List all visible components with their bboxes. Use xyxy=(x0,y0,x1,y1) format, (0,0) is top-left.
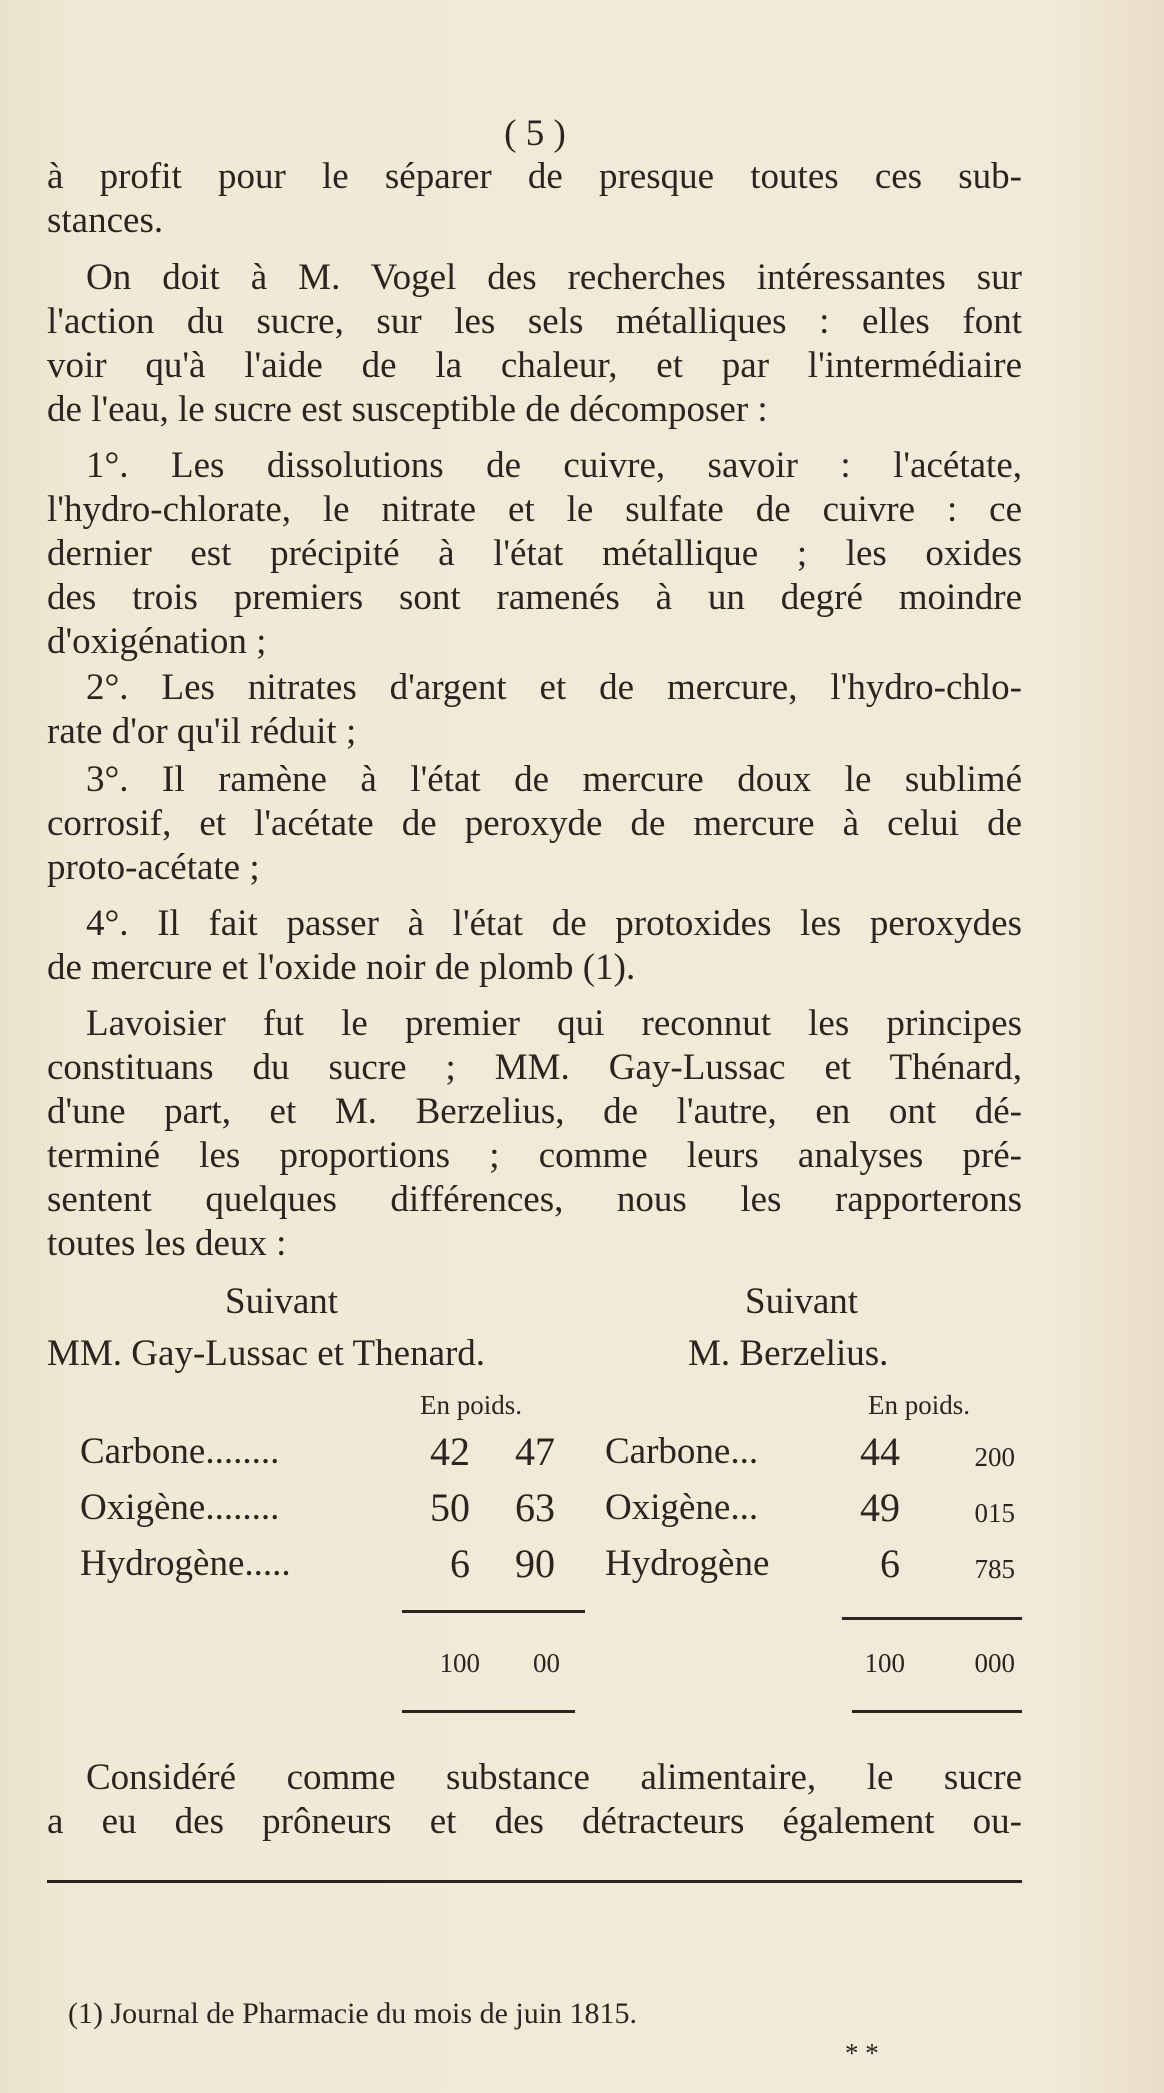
left-row-label: Oxigène........ xyxy=(80,1487,280,1528)
right-row-dec: 785 xyxy=(974,1554,1015,1584)
text-line: sentent quelques différences, nous les rapporterons xyxy=(47,1179,1022,1220)
right-unit: En poids. xyxy=(868,1390,971,1420)
right-row-dec: 015 xyxy=(974,1498,1015,1528)
text-line: 3°. Il ramène à l'état de mercure doux le sublimé xyxy=(86,759,1022,800)
text-line: terminé les proportions ; comme leurs analyses pré- xyxy=(47,1135,1022,1176)
right-row-dec: 200 xyxy=(974,1442,1015,1472)
text-line: voir qu'à l'aide de la chaleur, et par l'intermédiaire xyxy=(47,345,1022,386)
text-line: toutes les deux : xyxy=(47,1223,287,1264)
left-sum-rule xyxy=(402,1610,585,1613)
left-total-dec: 00 xyxy=(533,1648,560,1678)
left-heading-authors: MM. Gay-Lussac et Thenard. xyxy=(47,1333,486,1374)
left-row-dec: 63 xyxy=(515,1485,555,1530)
left-row-label: Carbone........ xyxy=(80,1431,280,1472)
text-line: a eu des prôneurs et des détracteurs également ou- xyxy=(47,1801,1022,1842)
text-line: d'oxigénation ; xyxy=(47,621,267,662)
text-line: l'action du sucre, sur les sels métalliques : elles font xyxy=(47,301,1022,342)
text-line: 2°. Les nitrates d'argent et de mercure, l'hydro-chlo- xyxy=(86,667,1022,708)
text-line: Lavoisier fut le premier qui reconnut les principes xyxy=(86,1003,1022,1044)
right-total-int: 100 xyxy=(864,1648,905,1678)
footnote-rule xyxy=(47,1880,1022,1883)
page-number: ( 5 ) xyxy=(504,113,566,154)
text-line: rate d'or qu'il réduit ; xyxy=(47,711,357,752)
left-unit: En poids. xyxy=(420,1390,523,1420)
text-line: dernier est précipité à l'état métallique ; les oxides xyxy=(47,533,1022,574)
text-line: de l'eau, le sucre est susceptible de décomposer : xyxy=(47,389,768,430)
text-line: d'une part, et M. Berzelius, de l'autre, en ont dé- xyxy=(47,1091,1022,1132)
left-row-int: 50 xyxy=(430,1485,470,1530)
left-total-rule xyxy=(402,1710,575,1713)
text-line: l'hydro-chlorate, le nitrate et le sulfate de cuivre : ce xyxy=(47,489,1022,530)
text-line: corrosif, et l'acétate de peroxyde de mercure à celui de xyxy=(47,803,1022,844)
left-heading-suivant: Suivant xyxy=(225,1281,339,1322)
text-line: de mercure et l'oxide noir de plomb (1). xyxy=(47,947,636,988)
right-row-label: Oxigène... xyxy=(605,1487,759,1528)
right-heading-author: M. Berzelius. xyxy=(688,1333,889,1374)
text-line: 4°. Il fait passer à l'état de protoxides les peroxydes xyxy=(86,903,1022,944)
left-row-label: Hydrogène..... xyxy=(80,1543,291,1584)
right-sum-rule xyxy=(842,1617,1022,1620)
text-line: stances. xyxy=(47,200,164,241)
right-row-label: Hydrogène xyxy=(605,1543,770,1584)
left-row-int: 42 xyxy=(430,1429,470,1474)
left-row-dec: 47 xyxy=(515,1429,555,1474)
text-line: 1°. Les dissolutions de cuivre, savoir : l'acétate, xyxy=(86,445,1022,486)
signature-mark: * * xyxy=(845,2038,879,2068)
right-total-rule xyxy=(852,1710,1022,1713)
text-line: constituans du sucre ; MM. Gay-Lussac et Thénard, xyxy=(47,1047,1022,1088)
left-row-dec: 90 xyxy=(515,1541,555,1586)
text-line: à profit pour le séparer de presque toutes ces sub- xyxy=(47,156,1022,197)
right-row-int: 49 xyxy=(860,1485,900,1530)
text-line: Considéré comme substance alimentaire, le sucre xyxy=(86,1757,1022,1798)
left-total-int: 100 xyxy=(439,1648,480,1678)
right-row-label: Carbone... xyxy=(605,1431,759,1472)
text-line: des trois premiers sont ramenés à un degré moindre xyxy=(47,577,1022,618)
text-line: On doit à M. Vogel des recherches intéressantes sur xyxy=(86,257,1022,298)
right-row-int: 44 xyxy=(860,1429,900,1474)
right-heading-suivant: Suivant xyxy=(745,1281,859,1322)
footnote: (1) Journal de Pharmacie du mois de juin 1815. xyxy=(68,1997,638,2030)
left-row-int: 6 xyxy=(450,1541,470,1586)
right-total-dec: 000 xyxy=(974,1648,1015,1678)
text-line: proto-acétate ; xyxy=(47,847,260,888)
right-row-int: 6 xyxy=(880,1541,900,1586)
